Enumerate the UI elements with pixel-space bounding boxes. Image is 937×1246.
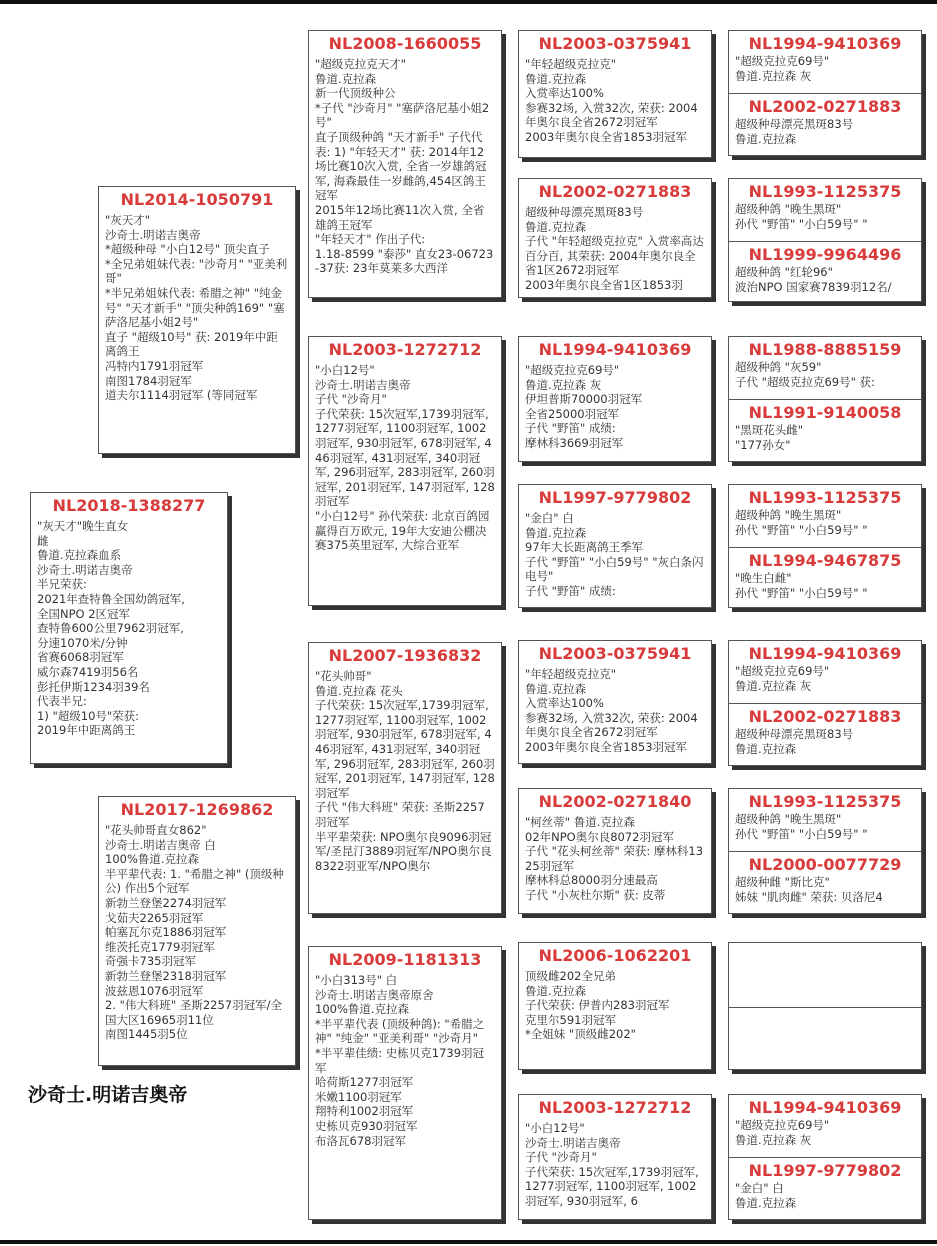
pedigree-text: "小白313号" 白 沙奇士.明诺吉奥帝原舍 100%鲁道.克拉森 *半平辈代表 (顶级种鸽): "希腊之神" "纯金" "亚美利哥" "沙奇月" *半平辈佳绩: 史栋贝克1739羽冠军 哈荷斯1277羽冠军 米嫩1100羽冠军 翔特利1002羽冠军 史栋贝克930羽冠军 布洛瓦678羽冠军: [315, 973, 485, 1148]
pigeon-entry: [729, 703, 921, 765]
pedigree-text: "超级克拉克69号" 鲁道.克拉森 灰: [735, 54, 830, 83]
pigeon-card-gen5-pair-2: [728, 178, 922, 302]
pigeon-card-gen3-1: [308, 30, 502, 298]
pedigree-text: "灰天才"晚生直女 雌 鲁道.克拉森血系 沙奇士.明诺吉奥帝 半兄荣获: 2021年查特鲁全国幼鸽冠军, 全国NPO 2区冠军 查特鲁600公里7962羽冠军, 分速1070米/分钟 省赛6068羽冠军 威尔森7419羽56名 彭托伊斯1234羽39名 代表半兄: 1) "超级10号"荣获: 2019年中距离鸽王: [37, 519, 185, 738]
pigeon-card-gen5-pair-5: [728, 640, 922, 766]
pedigree-text: "超级克拉克天才" 鲁道.克拉森 新一代顶级种公 *子代 "沙奇月" "塞萨洛尼基小姐2号" 直子顶级种鸽 "天才新手" 子代代表: 1) "年轻天才" 获: 2014年12场比赛10次入赏, 全省一岁雄鸽冠军, 海森最佳一岁雌鸽,454区鸽王冠军 2015年12场比赛11次入赏, 全省雄鸽王冠军 "年轻天才" 作出子代: 1.18-8599 "泰莎" 直女23-06723-37获: 23年莫莱多大西洋: [315, 57, 494, 276]
pigeon-card-gen3-4: [308, 946, 502, 1220]
pedigree-text: "年轻超级克拉克" 鲁道.克拉森 入赏率达100% 参赛32场, 入赏32次, 荣获: 2004年奥尔良全省2672羽冠军 2003年奥尔良全省1853羽冠军: [525, 57, 698, 144]
ring-number: NL2002-0271840: [538, 792, 692, 811]
pedigree-text: "超级克拉克69号" 鲁道.克拉森 灰 伊坦普斯70000羽冠军 全省25000羽冠军 子代 "野笛" 成绩: 摩林科3669羽冠军: [525, 363, 643, 450]
pigeon-card-gen5-pair-4: [728, 484, 922, 608]
ring-number: NL1999-9964496: [748, 245, 902, 264]
pedigree-text: 超级种鸽 "红轮96" 波治NPO 国家赛7839羽12名/: [735, 265, 892, 294]
ring-number: NL1994-9410369: [538, 340, 692, 359]
bottom-border: [0, 1240, 937, 1244]
pedigree-text: 超级种母漂亮黑斑83号 鲁道.克拉森 子代 "年轻超级克拉克" 入赏率高达百分百, 其荣获: 2004年奥尔良全省1区2672羽冠军 2003年奥尔良全省1区1853羽: [525, 205, 704, 292]
pedigree-text: "晚生白雌" 孙代 "野笛" "小白59号" ": [735, 571, 868, 600]
ring-number: NL1994-9410369: [748, 1098, 902, 1117]
ring-number: NL2018-1388277: [52, 496, 206, 515]
ring-number: NL1993-1125375: [748, 182, 902, 201]
top-border: [0, 0, 937, 4]
pigeon-card-gen4-1: [518, 30, 712, 158]
pigeon-entry: [729, 547, 921, 607]
pedigree-text: 超级种鸽 "晚生黑斑" 孙代 "野笛" "小白59号" ": [735, 508, 868, 537]
ring-number: NL2000-0077729: [748, 855, 902, 874]
pedigree-text: "花头帅哥直女862" 沙奇士.明诺吉奥帝 白 100%鲁道.克拉森 半平辈代表: 1. "希腊之神" (顶级种公) 作出5个冠军 新勃兰登堡2274羽冠军 戈茹夫2265羽冠军 帕塞瓦尔克1886羽冠军 维茨托克1779羽冠军 奇强卡735羽冠军 新勃兰登堡2318羽冠军 波兹恩1076羽冠军 2. "伟大科班" 圣斯2257羽冠军/全国大区16965羽11位 南图1445羽5位: [105, 823, 284, 1042]
ring-number: NL2003-1272712: [538, 1098, 692, 1117]
ring-number: NL1993-1125375: [748, 488, 902, 507]
ring-number: NL2014-1050791: [120, 190, 274, 209]
pigeon-card-gen4-7: [518, 942, 712, 1070]
pedigree-text: "金白" 白 鲁道.克拉森 97年大长距离鸽王季军 子代 "野笛" "小白59号" "灰白条闪电号" 子代 "野笛" 成绩:: [525, 511, 704, 598]
ring-number: NL2003-1272712: [328, 340, 482, 359]
pigeon-card-gen4-3: [518, 336, 712, 462]
ring-number: NL2002-0271883: [748, 707, 902, 726]
pigeon-card-sire: [98, 186, 296, 454]
pedigree-text: "小白12号" 沙奇士.明诺吉奥帝 子代 "沙奇月" 子代荣获: 15次冠军,1739羽冠军, 1277羽冠军, 1100羽冠军, 1002羽冠军, 930羽冠军, 6: [525, 1121, 699, 1208]
pedigree-text: "超级克拉克69号" 鲁道.克拉森 灰: [735, 664, 830, 693]
pedigree-text: 超级种雌 "斯比克" 姊妹 "肌肉雌" 荣获: 贝洛尼4: [735, 875, 883, 904]
pigeon-card-gen3-3: [308, 642, 502, 914]
ring-number: NL2002-0271883: [538, 182, 692, 201]
ring-number: NL2002-0271883: [748, 97, 902, 116]
pedigree-text: "超级克拉克69号" 鲁道.克拉森 灰: [735, 1118, 830, 1147]
pedigree-text: 超级种鸽 "灰59" 子代 "超级克拉克69号" 获:: [735, 360, 875, 389]
ring-number: NL2017-1269862: [120, 800, 274, 819]
pedigree-text: 超级种鸽 "晚生黑斑" 孙代 "野笛" "小白59号" ": [735, 202, 868, 231]
pigeon-entry: [729, 179, 921, 241]
pedigree-text: "花头帅哥" 鲁道.克拉森 花头 子代荣获: 15次冠军,1739羽冠军, 1277羽冠军, 1100羽冠军, 1002羽冠军, 930羽冠军, 678羽冠军, 446羽冠军, 431羽冠军, 340羽冠军, 296羽冠军, 283羽冠军, 260羽冠军, 201羽冠军, 147羽冠军, 128羽冠军 子代 "伟大科班" 荣获: 圣斯2257羽冠军 半平辈荣获: NPO奥尔良9096羽冠军/圣昆汀3889羽冠军/NPO奥尔良8322羽亚军/NPO奥尔: [315, 669, 495, 873]
ring-number: NL2003-0375941: [538, 644, 692, 663]
ring-number: NL1997-9779802: [748, 1161, 902, 1180]
pigeon-entry: [729, 641, 921, 703]
pigeon-entry: [729, 485, 921, 547]
pigeon-entry: [729, 31, 921, 93]
pigeon-entry: [729, 337, 921, 399]
ring-number: NL1993-1125375: [748, 792, 902, 811]
pigeon-card-gen5-pair-3: [728, 336, 922, 462]
pigeon-card-gen3-2: [308, 336, 502, 606]
pigeon-card-subject: [30, 492, 228, 764]
pigeon-card-gen4-5: [518, 640, 712, 764]
pedigree-text: "灰天才" 沙奇士.明诺吉奥帝 *超级种母 "小白12号" 顶尖直子 *全兄弟姐妹代表: "沙奇月" "亚美利哥" *半兄弟姐妹代表: 希腊之神" "纯金号" "天才新手" "顶尖种鸽169" "塞萨洛尼基小姐2号" 直子 "超级10号" 获: 2019年中距离鸽王 冯特内1791羽冠军 南图1784羽冠军 道夫尔1114羽冠军 (等同冠军: [105, 213, 288, 403]
pedigree-text: "小白12号" 沙奇士.明诺吉奥帝 子代 "沙奇月" 子代荣获: 15次冠军,1739羽冠军, 1277羽冠军, 1100羽冠军, 1002羽冠军, 930羽冠军, 678羽冠军, 446羽冠军, 431羽冠军, 340羽冠军, 296羽冠军, 283羽冠军, 260羽冠军, 201羽冠军, 147羽冠军, 128羽冠军 "小白12号" 孙代荣获: 北京百鸽园赢得百万欧元, 19年大安迪公棚决赛375英里冠军, 大综合亚军: [315, 363, 495, 553]
pigeon-entry-empty: [729, 1007, 921, 1069]
pigeon-entry: [729, 1157, 921, 1219]
pigeon-card-gen4-4: [518, 484, 712, 608]
pigeon-entry: [729, 1095, 921, 1157]
ring-number: NL2006-1062201: [538, 946, 692, 965]
pedigree-text: "柯丝蒂" 鲁道.克拉森 02年NPO奥尔良8072羽冠军 子代 "花头柯丝蒂" 荣获: 摩林科1325羽冠军 摩林科总8000羽分速最高 子代 "小灰杜尔斯" 获: 皮蒂: [525, 815, 704, 902]
ring-number: NL1994-9410369: [748, 34, 902, 53]
pigeon-card-dam: [98, 796, 296, 1066]
pedigree-text: 顶级雌202全兄弟 鲁道.克拉森 子代荣获: 伊普内283羽冠军 克里尔591羽冠军 *全姐妹 "顶级雌202": [525, 969, 670, 1042]
pigeon-entry-empty: [729, 943, 921, 1007]
pigeon-card-gen5-pair-6: [728, 788, 922, 914]
pigeon-card-gen5-pair-1: [728, 30, 922, 156]
pigeon-entry: [729, 399, 921, 461]
ring-number: NL2008-1660055: [328, 34, 482, 53]
ring-number: NL2009-1181313: [328, 950, 482, 969]
pigeon-entry: [729, 241, 921, 301]
ring-number: NL1988-8885159: [748, 340, 902, 359]
pigeon-entry: [729, 789, 921, 851]
pigeon-card-gen4-2: [518, 178, 712, 298]
pigeon-card-gen4-8: [518, 1094, 712, 1220]
ring-number: NL1994-9410369: [748, 644, 902, 663]
ring-number: NL1997-9779802: [538, 488, 692, 507]
pedigree-text: 超级种鸽 "晚生黑斑" 孙代 "野笛" "小白59号" ": [735, 812, 868, 841]
pigeon-entry: [729, 93, 921, 155]
pigeon-card-gen5-pair-8: [728, 1094, 922, 1220]
ring-number: NL2007-1936832: [328, 646, 482, 665]
pedigree-text: "黑斑花头雌" "177孙女": [735, 423, 804, 452]
pigeon-card-gen4-6: [518, 788, 712, 914]
pigeon-card-gen5-pair-7-empty: [728, 942, 922, 1070]
pedigree-text: 超级种母漂亮黑斑83号 鲁道.克拉森: [735, 117, 854, 146]
ring-number: NL2003-0375941: [538, 34, 692, 53]
ring-number: NL1994-9467875: [748, 551, 902, 570]
pedigree-text: "金白" 白 鲁道.克拉森: [735, 1181, 797, 1210]
owner-name: 沙奇士.明诺吉奥帝: [28, 1084, 188, 1106]
pedigree-text: "年轻超级克拉克" 鲁道.克拉森 入赏率达100% 参赛32场, 入赏32次, 荣获: 2004年奥尔良全省2672羽冠军 2003年奥尔良全省1853羽冠军: [525, 667, 698, 754]
ring-number: NL1991-9140058: [748, 403, 902, 422]
pigeon-entry: [729, 851, 921, 913]
pedigree-text: 超级种母漂亮黑斑83号 鲁道.克拉森: [735, 727, 854, 756]
